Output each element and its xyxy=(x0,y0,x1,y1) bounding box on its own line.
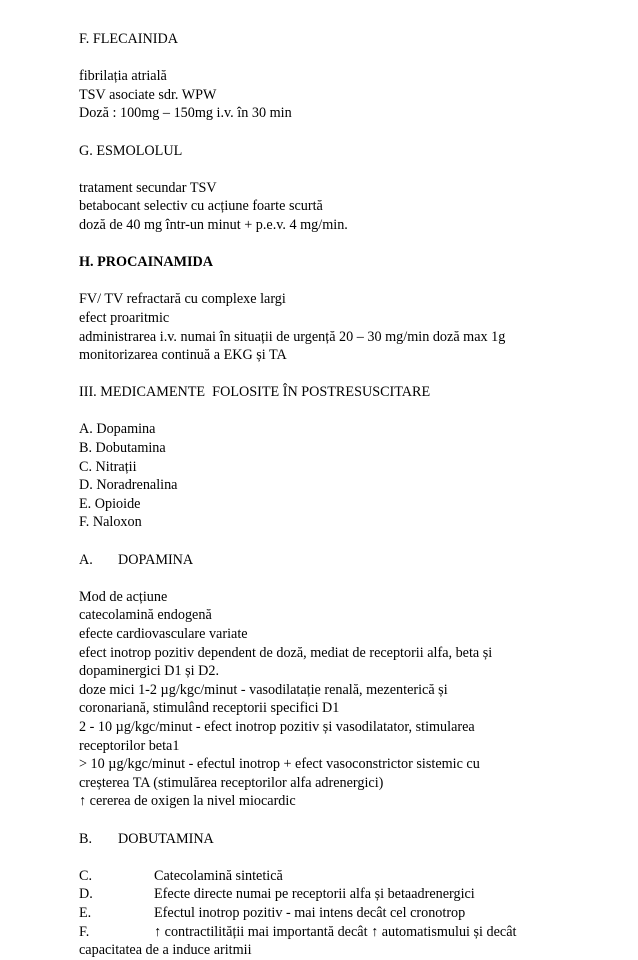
dopamina-line: receptorilor beta1 xyxy=(79,737,180,754)
dobutamina-row-text: Efectul inotrop pozitiv - mai intens decât cel cronotrop xyxy=(154,904,466,921)
esmololul-heading: G. ESMOLOLUL xyxy=(79,142,183,159)
dobutamina-letter: B. xyxy=(79,830,93,847)
flecainida-line: TSV asociate sdr. WPW xyxy=(79,86,217,103)
dobutamina-row-letter: D. xyxy=(79,886,93,903)
flecainida-line: fibrilația atrială xyxy=(79,68,167,85)
dopamina-heading xyxy=(79,551,609,570)
dobutamina-row xyxy=(79,885,609,904)
esmololul-line: doză de 40 mg într-un minut + p.e.v. 4 mg/min. xyxy=(79,216,348,233)
dopamina-line: > 10 µg/kgc/minut - efectul inotrop + efect vasoconstrictor sistemic cu xyxy=(79,756,480,773)
postresuscitare-item: F. Naloxon xyxy=(79,514,142,531)
dopamina-letter: A. xyxy=(79,551,93,568)
dopamina-line: doze mici 1-2 µg/kgc/minut - vasodilatație renală, mezenterică și xyxy=(79,681,448,698)
flecainida-heading: F. FLECAINIDA xyxy=(79,31,178,47)
esmololul-line: betabocant selectiv cu acțiune foarte scurtă xyxy=(79,198,323,215)
postresuscitare-item: B. Dobutamina xyxy=(79,440,166,457)
dopamina-line: efecte cardiovasculare variate xyxy=(79,626,248,642)
dobutamina-continuation: capacitatea de a induce aritmii xyxy=(79,942,252,959)
procainamida-heading: H. PROCAINAMIDA xyxy=(79,254,213,271)
dobutamina-row xyxy=(79,867,609,886)
dobutamina-row-letter: C. xyxy=(79,867,93,884)
dopamina-line: Mod de acțiune xyxy=(79,588,168,605)
dobutamina-row xyxy=(79,923,609,942)
dopamina-line: dopaminergici D1 și D2. xyxy=(79,663,220,680)
dopamina-line: efect inotrop pozitiv dependent de doză, mediat de receptorii alfa, beta și xyxy=(79,644,493,661)
dopamina-line: catecolamină endogenă xyxy=(79,607,212,624)
postresuscitare-item: C. Nitrații xyxy=(79,458,137,475)
dobutamina-row-text: ↑ contractilității mai importantă decât ↑ automatismului și decât xyxy=(154,923,517,940)
procainamida-line: efect proaritmic xyxy=(79,309,170,326)
dopamina-line: 2 - 10 µg/kgc/minut - efect inotrop pozitiv și vasodilatator, stimularea xyxy=(79,718,475,735)
postresuscitare-item: A. Dopamina xyxy=(79,421,156,438)
dopamina-line: creșterea TA (stimulărea receptorilor alfa adrenergici) xyxy=(79,774,384,791)
procainamida-line: administrarea i.v. numai în situații de urgență 20 – 30 mg/min doză max 1g xyxy=(79,328,506,345)
document-page xyxy=(79,30,609,960)
dopamina-line: coronariană, stimulând receptorii specifici D1 xyxy=(79,700,340,717)
dobutamina-row-letter: E. xyxy=(79,904,92,921)
dobutamina-row xyxy=(79,904,609,923)
flecainida-line: Doză : 100mg – 150mg i.v. în 30 min xyxy=(79,105,292,122)
dopamina-line: ↑ cererea de oxigen la nivel miocardic xyxy=(79,793,296,810)
dobutamina-heading xyxy=(79,830,609,849)
dobutamina-row-letter: F. xyxy=(79,923,90,940)
procainamida-line: FV/ TV refractară cu complexe largi xyxy=(79,291,286,308)
dobutamina-row-text: Catecolamină sintetică xyxy=(154,867,283,884)
procainamida-line: monitorizarea continuă a EKG și TA xyxy=(79,347,287,364)
dobutamina-title: DOBUTAMINA xyxy=(118,830,214,847)
dopamina-title: DOPAMINA xyxy=(118,551,194,568)
postresuscitare-heading: III. MEDICAMENTE FOLOSITE ÎN POSTRESUSCITARE xyxy=(79,384,431,401)
postresuscitare-item: E. Opioide xyxy=(79,495,141,512)
esmololul-line: tratament secundar TSV xyxy=(79,179,217,196)
dobutamina-row-text: Efecte directe numai pe receptorii alfa și betaadrenergici xyxy=(154,886,475,903)
postresuscitare-item: D. Noradrenalina xyxy=(79,477,178,494)
